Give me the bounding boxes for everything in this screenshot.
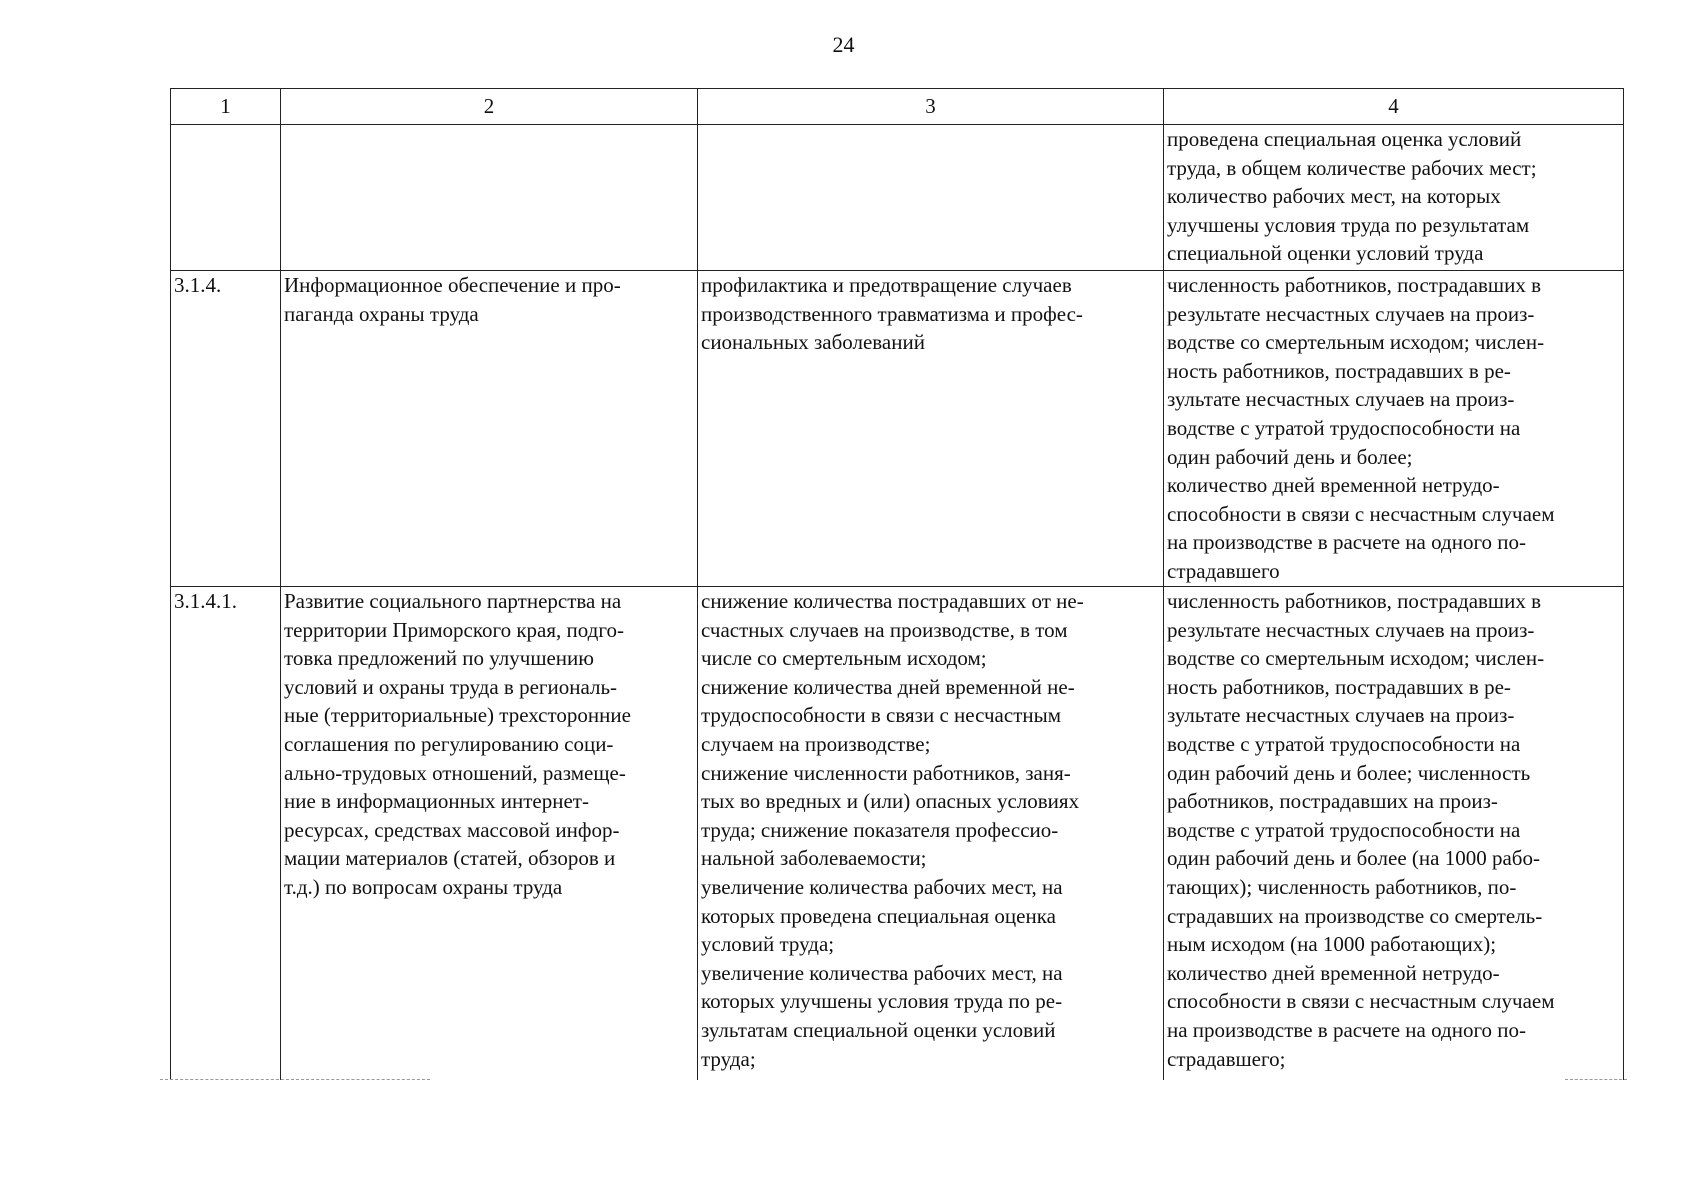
table-row — [171, 125, 1624, 271]
cell-indicator — [1164, 587, 1624, 1080]
expected-result-text: профилактика и предотвращение случаев производственного травматизма и профес- сиональных заболеваний — [701, 273, 1083, 355]
indicator-text: проведена специальная оценка условий труда, в общем количестве рабочих мест; количество рабочих мест, на которых улучшены условия труда по результатам специальной оценки условий труда — [1167, 127, 1537, 266]
indicator-text: численность работников, пострадавших в результате несчастных случаев на произ- водстве со смертельным исходом; числен- ность работников, пострадавших в ре- зультате несчастных случаев на произ- водстве с утратой трудоспособности на один рабочий день и более; численность работников, пострадавших на произ- водстве с утратой трудоспособности на один рабочий день и более (на 1000 рабо- тающих); численность работников, по- страдавших на производстве со смертель- ным исходом (на 1000 работающих); количество дней временной нетрудо- способности в связи с несчастным случаем на производстве в расчете на одного по- страдавшего; — [1167, 589, 1555, 1071]
column-header-1: 1 — [171, 89, 281, 125]
item-number-text: 3.1.4.1. — [174, 589, 237, 613]
cell-item-number — [171, 587, 281, 1080]
cell-expected-result — [698, 271, 1164, 587]
header-row — [171, 89, 1624, 125]
expected-result-text: снижение количества пострадавших от не- счастных случаев на производстве, в том числе со смертельным исходом; снижение количества дней временной не- трудоспособности в связи с несчастным случаем на производстве; снижение численности работников, заня- тых во вредных и (или) опасных условиях труда; снижение показателя профессио- нальной заболеваемости; увеличение количества рабочих мест, на которых проведена специальная оценка условий труда; увеличение количества рабочих мест, на которых улучшены условия труда по ре- зультатам специальной оценки условий труда; — [701, 589, 1084, 1071]
cell-indicator — [1164, 271, 1624, 587]
cell-item-number — [171, 271, 281, 587]
scan-cut-line-left — [160, 1079, 430, 1080]
cell-expected-result — [698, 587, 1164, 1080]
column-header-4: 4 — [1164, 89, 1624, 125]
cell-item-name — [281, 271, 698, 587]
indicator-text: численность работников, пострадавших в результате несчастных случаев на произ- водстве со смертельным исходом; числен- ность работников, пострадавших в ре- зультате несчастных случаев на произ- водстве с утратой трудоспособности на один рабочий день и более; количество дней временной нетрудо- способности в связи с несчастным случаем на производстве в расчете на одного по- страдавшего — [1167, 273, 1555, 583]
item-number-text: 3.1.4. — [174, 273, 222, 297]
cell-expected-result — [698, 125, 1164, 271]
table-row — [171, 587, 1624, 1080]
column-header-3: 3 — [698, 89, 1164, 125]
cell-item-name — [281, 587, 698, 1080]
cell-item-name — [281, 125, 698, 271]
cell-item-number — [171, 125, 281, 271]
cell-indicator — [1164, 125, 1624, 271]
table-row — [171, 271, 1624, 587]
data-table — [170, 88, 1624, 1080]
item-name-text: Информационное обеспечение и про- паганда охраны труда — [284, 273, 621, 326]
item-name-text: Развитие социального партнерства на территории Приморского края, подго- товка предложений по улучшению условий и охраны труда в региональ- ные (территориальные) трехсторонние соглашения по регулированию соци- ально-трудовых отношений, размеще- ние в информационных интернет- ресурсах, средствах массовой инфор- мации материалов (статей, обзоров и т.д.) по вопросам охраны труда — [284, 589, 631, 899]
scan-cut-line-right — [1565, 1079, 1627, 1080]
column-header-2: 2 — [281, 89, 698, 125]
page-number: 24 — [832, 32, 855, 57]
